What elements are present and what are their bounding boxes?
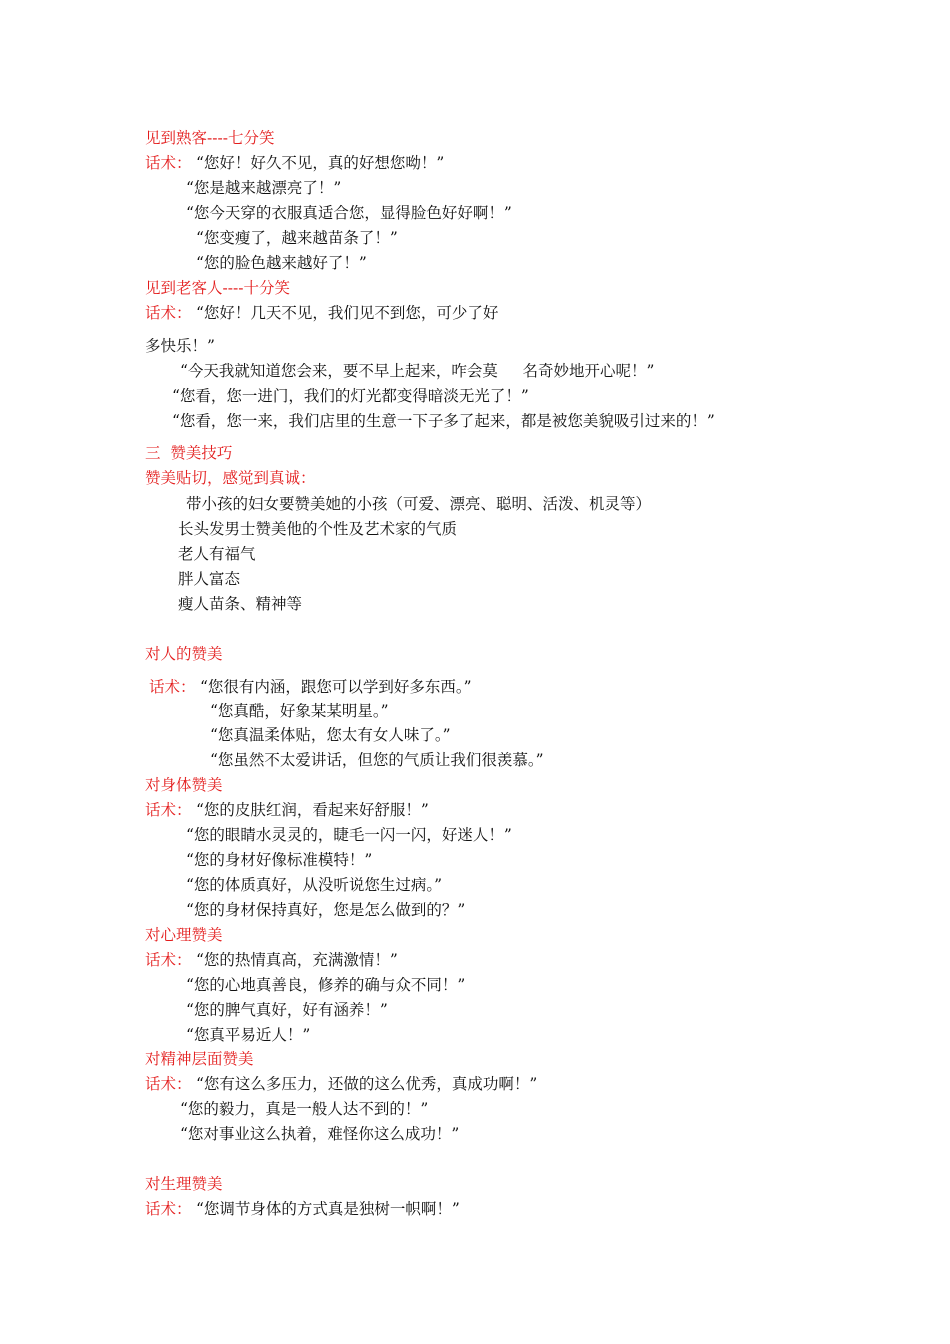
script-label: 话术： bbox=[145, 1075, 192, 1093]
script-label: 话术： bbox=[149, 678, 196, 696]
tip-line: 胖人富态 bbox=[178, 570, 241, 588]
section-heading-physio-praise: 对生理赞美 bbox=[145, 1175, 223, 1193]
script-label: 话术： bbox=[145, 951, 192, 969]
script-line: “您的心地真善良，修养的确与众不同！” bbox=[186, 976, 466, 994]
script-line: “您看，您一来，我们店里的生意一下子多了起来，都是被您美貌吸引过来的！” bbox=[172, 412, 715, 430]
script-line: “您的身材好像标准模特！” bbox=[186, 851, 373, 869]
script-line: “您好！几天不见，我们见不到您，可少了好 bbox=[196, 304, 499, 322]
script-label: 话术： bbox=[145, 304, 192, 322]
script-line: “今天我就知道您会来，要不早上起来，咋会莫 名奇妙地开心呢！” bbox=[180, 362, 655, 380]
script-line: “您的皮肤红润，看起来好舒服！” bbox=[196, 801, 429, 819]
script-line: “您变瘦了，越来越苗条了！” bbox=[196, 229, 398, 247]
script-line: “您看，您一进门，我们的灯光都变得暗淡无光了！” bbox=[172, 387, 529, 405]
section-heading-person-praise: 对人的赞美 bbox=[145, 645, 223, 663]
script-line: “您虽然不太爱讲话，但您的气质让我们很羡慕。” bbox=[210, 751, 544, 769]
section-heading-mind-praise: 对心理赞美 bbox=[145, 926, 223, 944]
tip-line: 老人有福气 bbox=[178, 545, 256, 563]
script-line: 多快乐！” bbox=[145, 337, 215, 355]
script-line: “您真温柔体贴，您太有女人味了。” bbox=[210, 726, 451, 744]
script-line: “您的眼睛水灵灵的，睫毛一闪一闪，好迷人！” bbox=[186, 826, 512, 844]
script-line: “您的毅力，真是一般人达不到的！” bbox=[180, 1100, 429, 1118]
script-line: “您调节身体的方式真是独树一帜啊！” bbox=[196, 1200, 460, 1218]
script-line: “您的脸色越来越好了！” bbox=[196, 254, 367, 272]
section-heading-body-praise: 对身体赞美 bbox=[145, 776, 223, 794]
section-heading-praise-skills: 三 赞美技巧 bbox=[145, 444, 233, 462]
script-label: 话术： bbox=[145, 1200, 192, 1218]
tip-line: 长头发男士赞美他的个性及艺术家的气质 bbox=[178, 520, 458, 538]
section-subheading: 赞美贴切，感觉到真诚： bbox=[145, 469, 316, 487]
script-line: “您很有内涵，跟您可以学到好多东西。” bbox=[200, 678, 472, 696]
script-line: “您真平易近人！” bbox=[186, 1026, 311, 1044]
script-line: “您的体质真好，从没听说您生过病。” bbox=[186, 876, 443, 894]
script-line: “您今天穿的衣服真适合您，显得脸色好好啊！” bbox=[186, 204, 512, 222]
script-line: “您是越来越漂亮了！” bbox=[186, 179, 342, 197]
script-line: “您有这么多压力，还做的这么优秀，真成功啊！” bbox=[196, 1075, 538, 1093]
section-heading-old-customer: 见到老客人----十分笑 bbox=[145, 279, 290, 297]
script-line: “您好！好久不见，真的好想您呦！” bbox=[196, 154, 445, 172]
tip-line: 带小孩的妇女要赞美她的小孩（可爱、漂亮、聪明、活泼、机灵等） bbox=[186, 495, 652, 513]
section-heading-spirit-praise: 对精神层面赞美 bbox=[145, 1050, 254, 1068]
section-heading-familiar-customer: 见到熟客----七分笑 bbox=[145, 129, 275, 147]
script-label: 话术： bbox=[145, 154, 192, 172]
script-line: “您真酷，好象某某明星。” bbox=[210, 702, 389, 720]
script-line: “您的脾气真好，好有涵养！” bbox=[186, 1001, 388, 1019]
script-line: “您对事业这么执着，难怪你这么成功！” bbox=[180, 1125, 460, 1143]
script-line: “您的身材保持真好，您是怎么做到的？” bbox=[186, 901, 466, 919]
script-line: “您的热情真高，充满激情！” bbox=[196, 951, 398, 969]
script-label: 话术： bbox=[145, 801, 192, 819]
tip-line: 瘦人苗条、精神等 bbox=[178, 595, 303, 613]
